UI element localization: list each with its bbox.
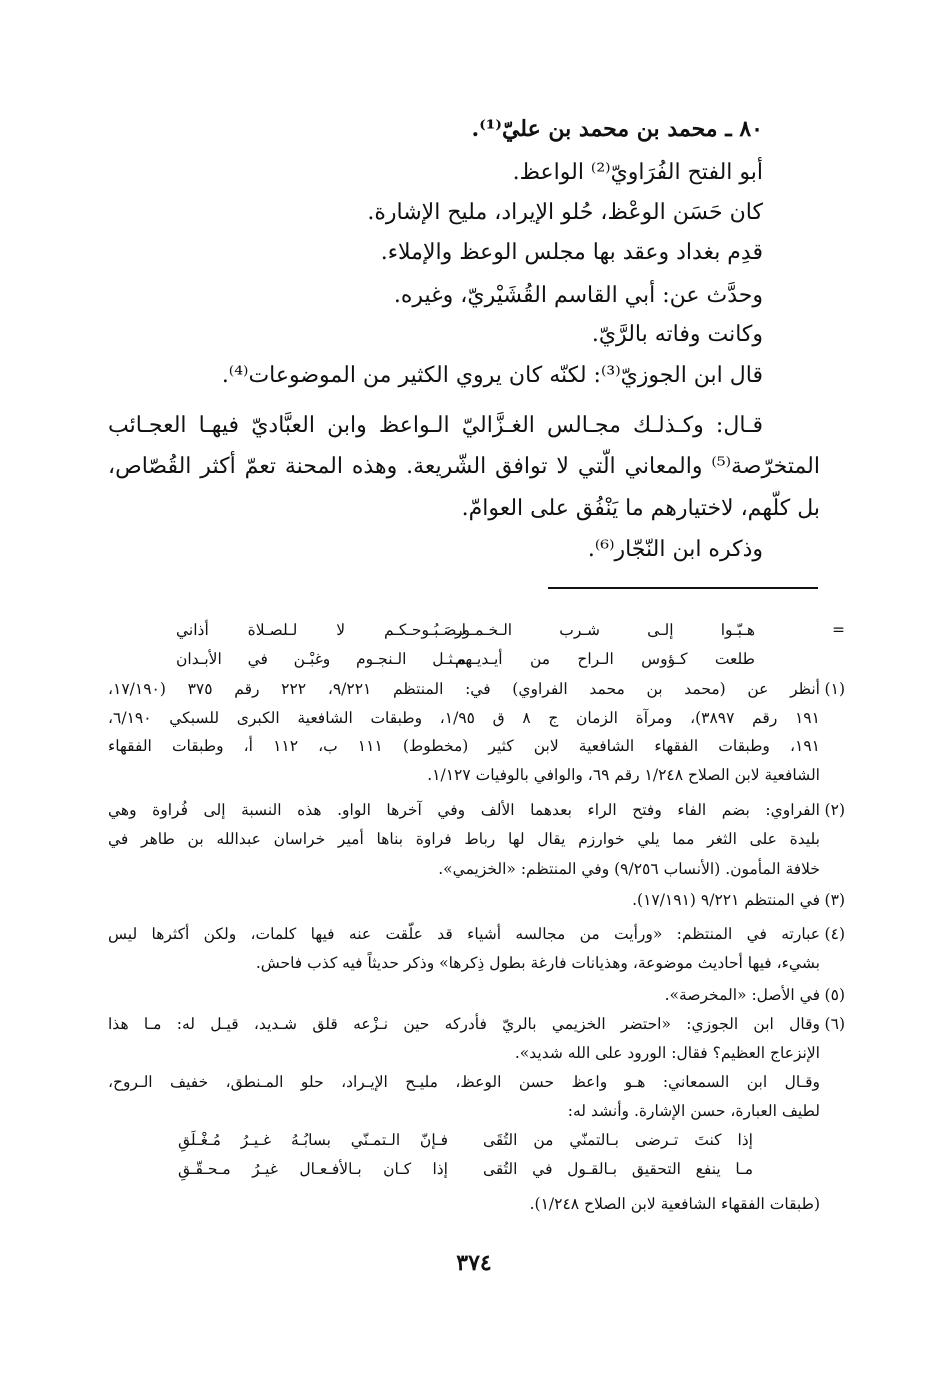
footnote-line: الشافعية لابن الصلاح ١/٢٤٨ رقم ٦٩، والوافي بالوفيات ١/١٢٧. <box>427 766 820 784</box>
footnote-line: ١٩١، وطبقات الفقهاء الشافعية لابن كثير (مخطوط) ١١١ ب، ١١٢ أ، وطبقات الفقهاء <box>108 737 820 755</box>
verse-hemistich: لـصَـبُـوحـكـم لا لـلصـلاة أذاني <box>176 621 466 639</box>
entry-line: قال ابن الجوزيّ⁽³⁾: لكنّه كان يروي الكثير من الموضوعات⁽⁴⁾. <box>221 363 763 388</box>
verse-hemistich: إذا كنتَ تـرضى بـالتمنّي من التُقَى <box>483 1131 753 1149</box>
paragraph-line: المتخرّصة⁽⁵⁾ والمعاني الّتي لا توافق الشّريعة. وهذه المحنة تعمّ أكثر القُصّاص، <box>108 454 820 479</box>
footnote-line: وقـال ابن السمعاني: هـو واعظ حسن الوعظ، مليـح الإيـراد، حلو المـنطق، خفيف الـروح، <box>108 1073 820 1091</box>
paragraph-line: بل كلّهم، لاختيارهم ما يَنْفُق على العوامّ. <box>461 496 820 521</box>
footnote-line: عبارته في المنتظم: «ورأيت من مجالسه أشياء قد علّقت عنه فيها كلمات، ولكن أكثرها ليس <box>108 925 820 943</box>
entry-line: وحدَّث عن: أبي القاسم القُشَيْريّ، وغيره. <box>393 283 763 308</box>
footnote-closing: (طبقات الفقهاء الشافعية لابن الصلاح ١/٢٤٨). <box>529 1195 820 1213</box>
verse-hemistich: مـثـل الـنجـوم وغبْـن في الأبـدان <box>176 650 466 668</box>
continuation-marker: = <box>832 621 845 639</box>
footnote-separator <box>548 587 818 589</box>
footnote-line: في المنتظم ٩/٢٢١ (١٧/١٩١). <box>632 891 820 909</box>
footnote-line: لطيف العبارة، حسن الإشارة. وأنشد له: <box>567 1102 820 1120</box>
footnote-number: (٣) <box>824 891 845 909</box>
entry-line: أبو الفتح الفُرَاويّ⁽²⁾ الواعظ. <box>512 160 763 185</box>
footnote-line: بليدة على الثغر مما يلي خوارزم يقال لها رباط فراوة بناها أمير خراسان عبدالله بن طاهر في <box>108 830 820 848</box>
footnote-line: أنظر عن (محمد بن محمد الفراوي) في: المنتظم ٩/٢٢١، ٢٢٢ رقم ٣٧٥ (١٧/١٩٠، <box>108 680 820 698</box>
entry-title: ٨٠ ـ محمد بن محمد بن عليّ⁽¹⁾. <box>471 116 763 142</box>
page-number: ٣٧٤ <box>456 1250 492 1276</box>
verse-hemistich: هـبّـوا إلـى شـرب الـخـمـور <box>455 621 755 639</box>
footnote-number: (٥) <box>824 986 845 1004</box>
entry-line: وكانت وفاته بالرَّيّ. <box>591 322 763 347</box>
paragraph-line: قـال: وكـذلـك مجـالس الغـزَّاليّ الـواعظ وابن العبَّاديّ فيهـا العجـائب <box>108 413 763 438</box>
footnote-line: خلافة المأمون. (الأنساب ٩/٢٥٦) وفي المنتظم: «الخزيمي». <box>438 860 820 878</box>
footnote-line: بشيء، فيها أحاديث موضوعة، وهذيانات فارغة بطول ذِكرها» وذكر حديثاً فيه كذب فاحش. <box>255 954 820 972</box>
verse-hemistich: فـإنّ الـتمـنّي بسابُـهُ غـيـرُ مُـغْـلَقِ <box>178 1131 448 1149</box>
footnote-line: وقال ابن الجوزي: «احتضر الخزيمي بالريّ فأدركه حين نـزْعه قلق شـديد، قيـل له: مـا هذا <box>108 1015 820 1033</box>
entry-line: قدِم بغداد وعقد بها مجلس الوعظ والإملاء. <box>380 240 763 265</box>
verse-hemistich: مـا ينفع التحقيق بـالقـول في التُقى <box>483 1160 753 1178</box>
footnote-number: (٦) <box>824 1015 845 1033</box>
footnote-line: ١٩١ رقم ٣٨٩٧)، ومرآة الزمان ج ٨ ق ١/٩٥، وطبقات الشافعية الكبرى للسبكي ٦/١٩٠، <box>108 709 820 727</box>
footnote-line: في الأصل: «المخرصة». <box>664 986 820 1004</box>
entry-line: كان حَسَن الوعْظ، حُلو الإيراد، مليح الإشارة. <box>367 200 763 225</box>
verse-hemistich: طلعت كـؤوس الـراح من أيـديـهم <box>455 650 755 668</box>
footnote-number: (٢) <box>824 801 845 819</box>
paragraph-line: وذكره ابن النّجّار⁽⁶⁾. <box>587 537 763 562</box>
footnote-line: الإنزعاج العظيم؟ فقال: الورود على الله شديد». <box>514 1044 820 1062</box>
footnote-line: الفراوي: بضم الفاء وفتح الراء بعدهما الألف وفي آخرها الواو. هذه النسبة إلى فُراوة وهي <box>108 801 820 819</box>
footnote-number: (١) <box>824 680 845 698</box>
footnote-number: (٤) <box>824 925 845 943</box>
verse-hemistich: إذا كـان بـالأفـعـال غيـرُ مـحـقّـقِ <box>178 1160 448 1178</box>
